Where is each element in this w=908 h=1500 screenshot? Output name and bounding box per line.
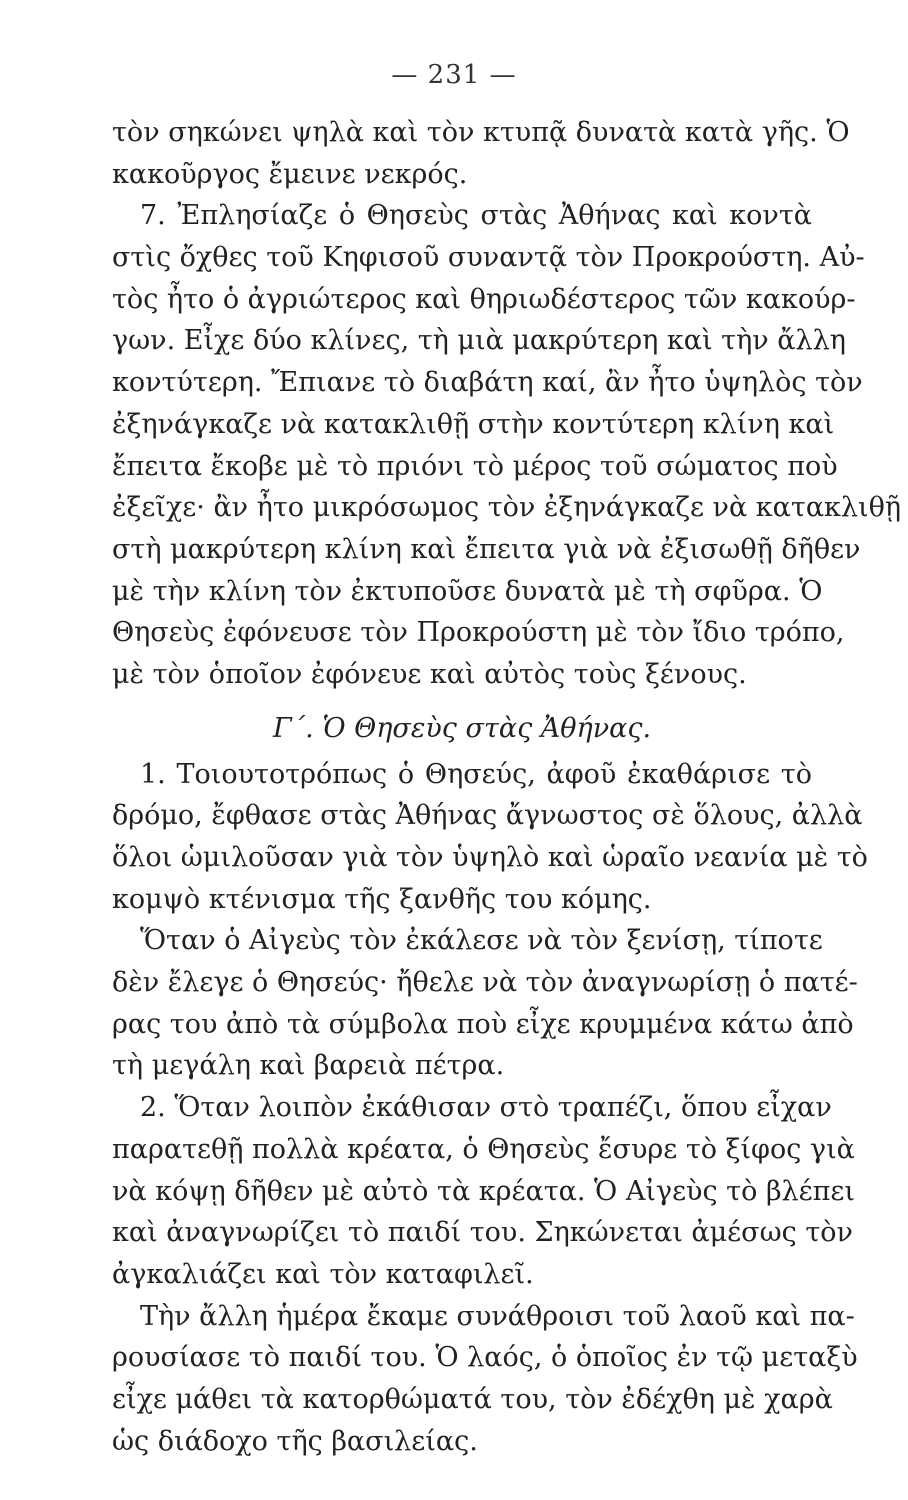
- text-line: παρατεθῇ πολλὰ κρέατα, ὁ Θησεὺς ἔσυρε τὸ ξίφος γιὰ: [112, 1133, 855, 1165]
- text-line: δρόμο, ἔφθασε στὰς Ἀθήνας ἄγνωστος σὲ ὅλους, ἀλλὰ: [112, 800, 863, 832]
- text-line: Θησεὺς ἐφόνευσε τὸν Προκρούστη μὲ τὸν ἴδιο τρόπο,: [112, 617, 845, 649]
- text-line: ὅλοι ὡμιλοῦσαν γιὰ τὸν ὑψηλὸ καὶ ὡραῖο νεανία μὲ τὸ: [112, 842, 868, 873]
- page-number: — 231 —: [391, 60, 517, 90]
- text-line: μὲ τὸν ὁποῖον ἐφόνευε καὶ αὐτὸς τοὺς ξένους.: [112, 658, 747, 690]
- text-line: ρας του ἀπὸ τὰ σύμβολα ποὺ εἶχε κρυμμένα κάτω ἀπὸ: [112, 1008, 854, 1040]
- text-line: Ὅταν ὁ Αἰγεὺς τὸν ἐκάλεσε νὰ τὸν ξενίσῃ, τίποτε: [140, 925, 823, 957]
- text-line: Τὴν ἄλλη ἡμέρα ἔκαμε συνάθροισι τοῦ λαοῦ καὶ πα-: [140, 1300, 855, 1332]
- text-line: 7. Ἐπλησίαζε ὁ Θησεὺς στὰς Ἀθήνας καὶ κοντὰ: [140, 200, 812, 232]
- text-line: δὲν ἔλεγε ὁ Θησεύς· ἤθελε νὰ τὸν ἀναγνωρίσῃ ὁ πατέ-: [112, 967, 858, 999]
- text-line: ἔπειτα ἔκοβε μὲ τὸ πριόνι τὸ μέρος τοῦ σώματος ποὺ: [112, 450, 838, 482]
- text-line: στὶς ὄχθες τοῦ Κηφισοῦ συναντᾷ τὸν Προκρούστη. Αὐ-: [112, 242, 865, 274]
- body-text: [112, 112, 902, 1462]
- text-line: καὶ ἀναγνωρίζει τὸ παιδί του. Σηκώνεται ἀμέσως τὸν: [112, 1217, 853, 1249]
- text-line: τὸς ἦτο ὁ ἀγριώτερος καὶ θηριωδέστερος τῶν κακούρ-: [112, 283, 856, 315]
- text-line: τὴ μεγάλη καὶ βαρειὰ πέτρα.: [112, 1050, 505, 1082]
- text-line: ἀγκαλιάζει καὶ τὸν καταφιλεῖ.: [112, 1258, 534, 1290]
- text-line: γων. Εἶχε δύο κλίνες, τὴ μιὰ μακρύτερη καὶ τὴν ἄλλη: [112, 325, 846, 357]
- text-line: 1. Τοιουτοτρόπως ὁ Θησεύς, ἀφοῦ ἐκαθάρισε τὸ: [140, 758, 812, 790]
- text-line: στὴ μακρύτερη κλίνη καὶ ἔπειτα γιὰ νὰ ἐξισωθῇ δῆθεν: [112, 533, 861, 565]
- text-line: ἐξηνάγκαζε νὰ κατακλιθῇ στὴν κοντύτερη κλίνη καὶ: [112, 408, 835, 440]
- text-line: 2. Ὅταν λοιπὸν ἐκάθισαν στὸ τραπέζι, ὅπου εἶχαν: [140, 1092, 832, 1124]
- text-line: κομψὸ κτένισμα τῆς ξανθῆς του κόμης.: [112, 883, 652, 915]
- text-line: κοντύτερη. Ἔπιανε τὸ διαβάτη καί, ἂν ἦτο ὑψηλὸς τὸν: [112, 367, 863, 399]
- text-line: ἐξεῖχε· ἂν ἦτο μικρόσωμος τὸν ἐξηνάγκαζε νὰ κατακλιθῇ: [112, 492, 902, 524]
- text-line: εἶχε μάθει τὰ κατορθώματά του, τὸν ἐδέχθη μὲ χαρὰ: [112, 1383, 833, 1415]
- text-line: μὲ τὴν κλίνη τὸν ἐκτυποῦσε δυνατὰ μὲ τὴ σφῦρα. Ὁ: [112, 575, 823, 607]
- text-line: τὸν σηκώνει ψηλὰ καὶ τὸν κτυπᾷ δυνατὰ κατὰ γῆς. Ὁ: [112, 117, 850, 148]
- text-line: νὰ κόψῃ δῆθεν μὲ αὐτὸ τὰ κρέατα. Ὁ Αἰγεὺς τὸ βλέπει: [112, 1175, 855, 1207]
- section-heading: Γ΄. Ὁ Θησεὺς στὰς Ἀθήνας.: [272, 712, 652, 744]
- text-line: ὡς διάδοχο τῆς βασιλείας.: [112, 1425, 478, 1457]
- text-line: ρουσίασε τὸ παιδί του. Ὁ λαός, ὁ ὁποῖος ἐν τῷ μεταξὺ: [112, 1342, 858, 1374]
- text-line: κακοῦργος ἔμεινε νεκρός.: [112, 158, 468, 190]
